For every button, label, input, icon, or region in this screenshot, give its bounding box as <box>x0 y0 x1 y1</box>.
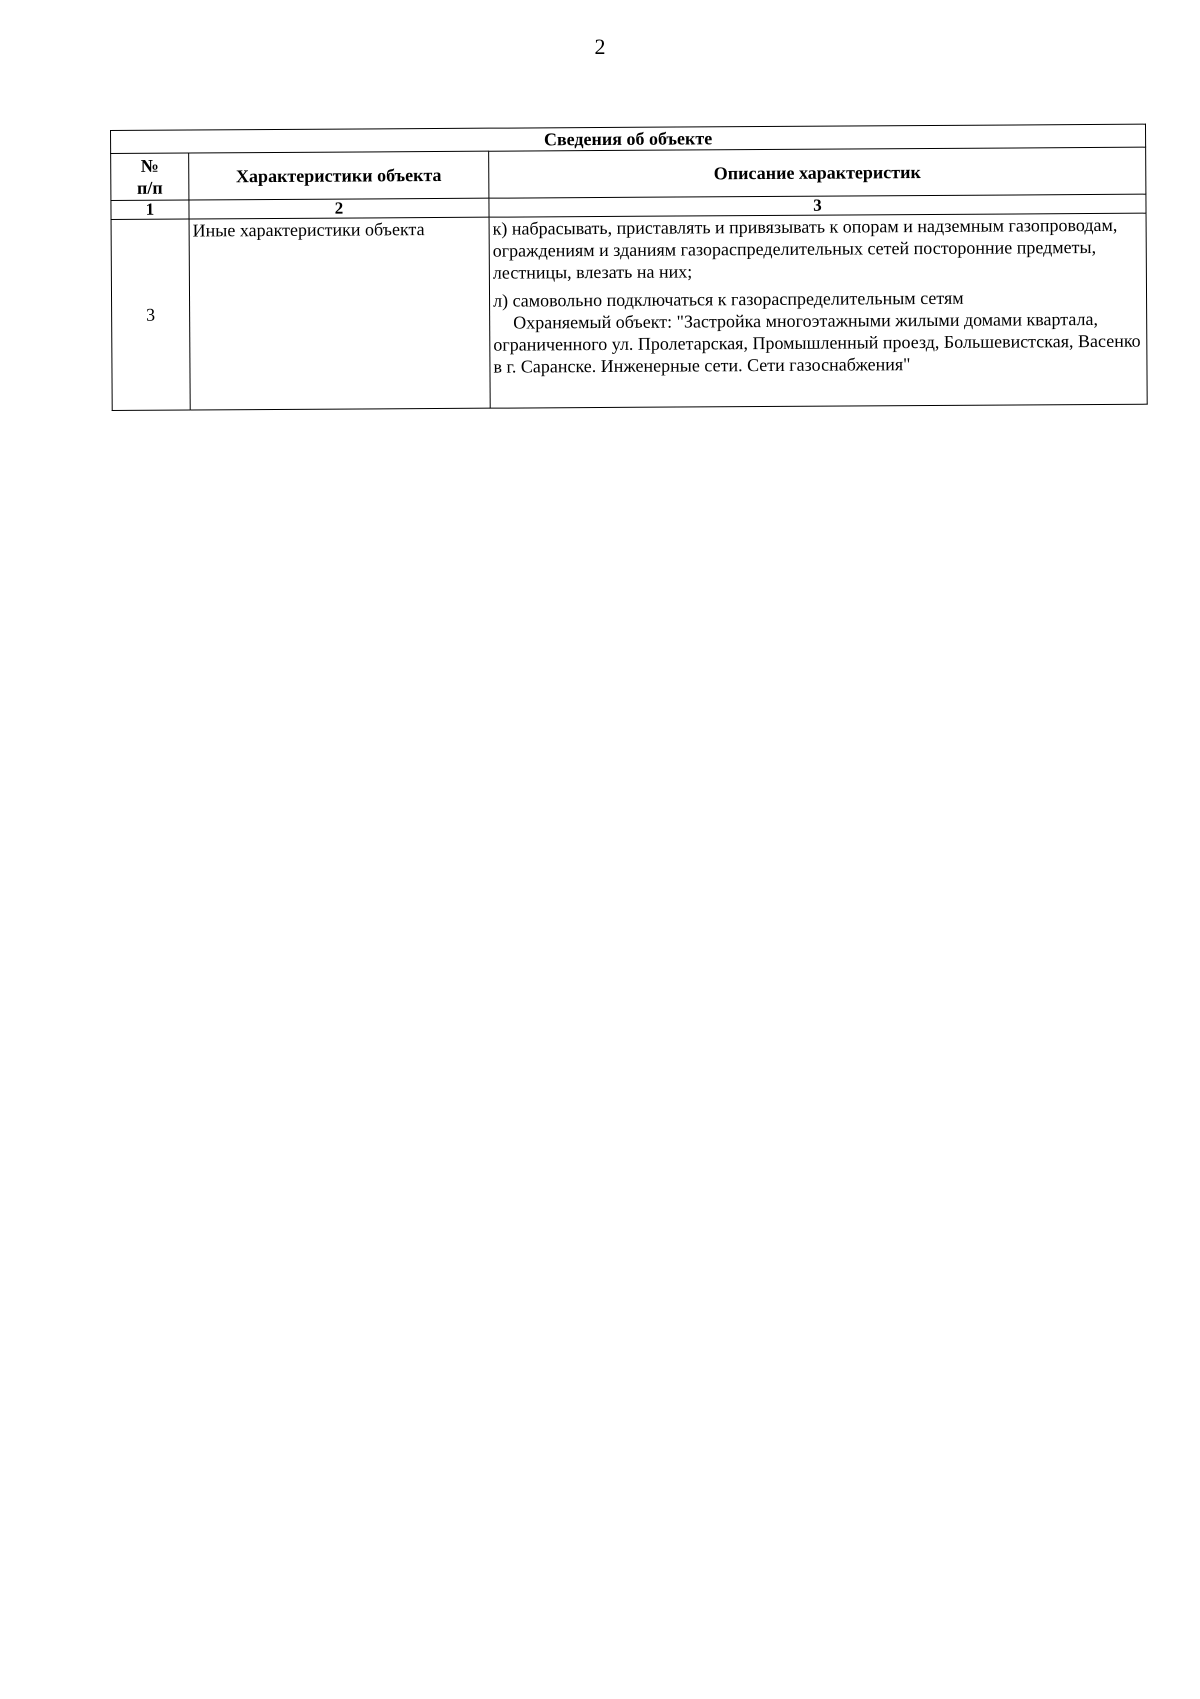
row-description <box>489 213 1147 408</box>
column-index-1: 1 <box>111 200 189 219</box>
table-caption: Сведения об объекте <box>111 124 1146 153</box>
column-index-3: 3 <box>489 194 1146 217</box>
header-num-line1: № <box>140 155 159 176</box>
column-index-2: 2 <box>189 198 489 219</box>
description-item-l: л) самовольно подключаться к газораспределительным сетям <box>492 287 964 311</box>
header-num <box>111 153 189 200</box>
header-characteristics: Характеристики объекта <box>189 151 489 200</box>
row-number: 3 <box>111 219 190 410</box>
header-description: Описание характеристик <box>489 147 1146 198</box>
description-item-k: к) набрасывать, приставлять и привязывать к опорам и надземным газопроводам, ограждениям и зданиям газораспределительных сетей посторонние предметы, лестницы, влезать на них; <box>492 214 1118 283</box>
header-num-line2: п/п <box>136 177 163 198</box>
object-info-table <box>110 124 1148 411</box>
protected-object-text: Охраняемый объект: "Застройка многоэтажными жилыми домами квартала, ограниченного ул. Пролетарская, Промышленный проезд, Большевистская, Васенко в г. Саранске. Инженерные сети. Сети газоснабжения" <box>493 308 1141 377</box>
row-characteristic: Иные характеристики объекта <box>189 217 490 410</box>
page-number: 2 <box>594 34 606 59</box>
table-header-row <box>111 147 1146 200</box>
table-row <box>111 213 1147 410</box>
